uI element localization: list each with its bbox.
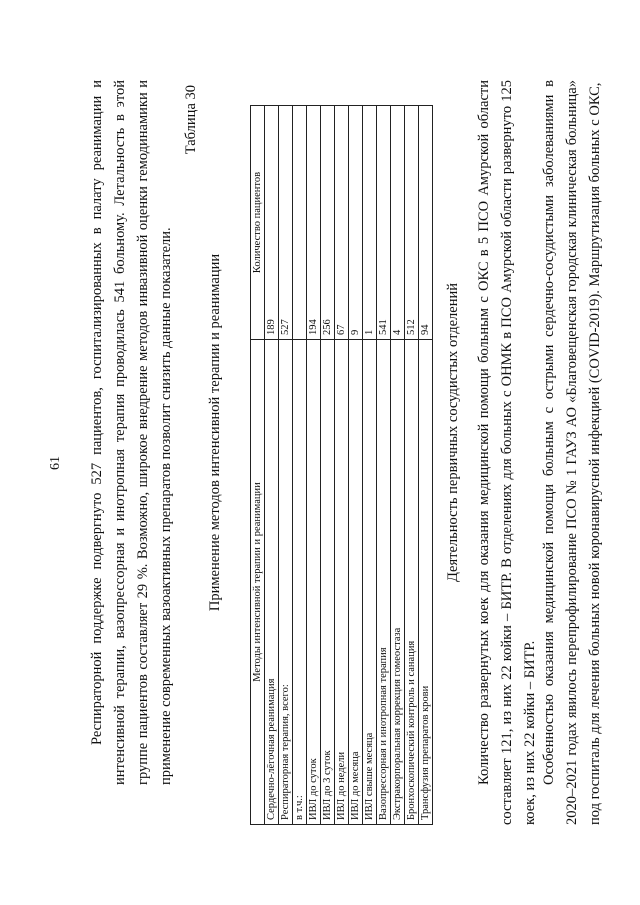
method-cell: Респираторная терапия, всего: — [279, 340, 293, 825]
section-title: Деятельность первичных сосудистых отделений — [445, 282, 461, 583]
table-row — [349, 106, 363, 825]
count-cell: 541 — [377, 106, 391, 340]
count-cell: 94 — [419, 106, 433, 340]
table-row — [391, 106, 405, 825]
count-cell: 9 — [349, 106, 363, 340]
table-header-row — [251, 106, 265, 825]
table-row — [307, 106, 321, 825]
intro-paragraph: Респираторной поддержке подвергнуто 527 пациентов, госпитализированных в палату реанимации и интенсивной терапии, вазопрессорная и инотропная терапия проводилась 541 больному. Летальность в этой группе пациентов составляет 29 %. Возможно, широкое внедрение методов инвазивной оценки гемодинамики и применение современных вазоактивных препаратов позволит снизить данные показатели. — [89, 80, 174, 785]
table-row — [363, 106, 377, 825]
method-cell: Трансфузия препаратов крови — [419, 340, 433, 825]
method-cell: в т.ч.: — [293, 340, 307, 825]
method-cell: Экстракорпоральная коррекция гомеостаза — [391, 340, 405, 825]
count-cell: 4 — [391, 106, 405, 340]
table-row — [293, 106, 307, 825]
column-header-method: Методы интенсивной терапии и реанимации — [251, 340, 265, 825]
table-row — [335, 106, 349, 825]
method-cell: ИВЛ до недели — [335, 340, 349, 825]
table-row — [377, 106, 391, 825]
count-cell: 512 — [405, 106, 419, 340]
count-cell: 67 — [335, 106, 349, 340]
table-row — [265, 106, 279, 825]
count-cell: 527 — [279, 106, 293, 340]
method-cell: Бронхоскопический контроль и санация — [405, 340, 419, 825]
table-body — [265, 106, 433, 825]
method-cell: ИВЛ до месяца — [349, 340, 363, 825]
paragraph-covid: Особенностью оказания медицинской помощи больным с острыми сердечно-сосудистыми заболеваниями в 2020–2021 годах явилось перепрофилирование ПСО № 1 ГАУЗ АО «Благовещенская городская клиническая больница» под госпиталь для лечения больных новой коронавирусной инфекцией (COVID-2019). Маршрутизация больных с ОКС, — [541, 80, 603, 825]
methods-table — [250, 105, 433, 825]
page-number: 61 — [48, 456, 63, 470]
table-caption: Таблица 30 — [183, 85, 199, 155]
table-row — [419, 106, 433, 825]
count-cell: 194 — [307, 106, 321, 340]
method-cell: Вазопрессорная и инотропная терапия — [377, 340, 391, 825]
count-cell — [293, 106, 307, 340]
paragraph-beds: Количество развернутых коек для оказания медицинской помощи больным с ОКС в 5 ПСО Амурской области составляет 121, из них 22 койки – БИТР. В отделениях для больных с ОНМК в ПСО Амурской области развернуто 125 коек, из них 22 койки – БИТР. — [476, 80, 538, 825]
count-cell: 189 — [265, 106, 279, 340]
table-title: Применение методов интенсивной терапии и реанимации — [207, 253, 223, 612]
table-row — [405, 106, 419, 825]
method-cell: ИВЛ свыше месяца — [363, 340, 377, 825]
column-header-count: Количество пациентов — [251, 106, 265, 340]
method-cell: ИВЛ до суток — [307, 340, 321, 825]
table-row — [321, 106, 335, 825]
count-cell: 256 — [321, 106, 335, 340]
count-cell: 1 — [363, 106, 377, 340]
method-cell: ИВЛ до 3 суток — [321, 340, 335, 825]
method-cell: Сердечно-лёгочная реанимация — [265, 340, 279, 825]
table-row — [279, 106, 293, 825]
